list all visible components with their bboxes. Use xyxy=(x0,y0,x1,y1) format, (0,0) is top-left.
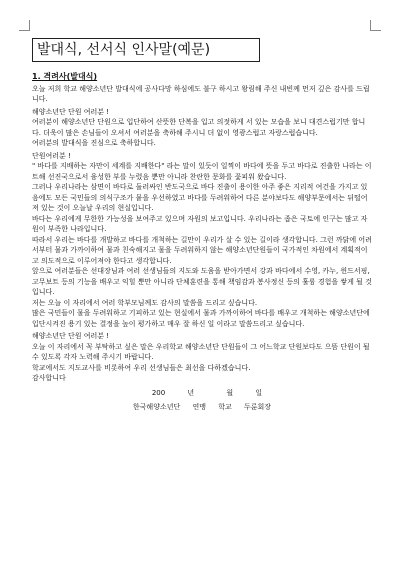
paragraph: 해양소년단 단원 여러분 ! xyxy=(32,107,110,116)
paragraph: 오늘 이 자리에서 꼭 부탁하고 싶은 말은 우리학교 해양소년단 단원들이 그 어느학교 단원보다도 으뜸 단원이 될 수 있도록 각자 노력해 주시기 바랍니다. xyxy=(32,342,370,361)
document-body xyxy=(32,72,372,413)
closing-line: 감사합니다 xyxy=(32,374,66,382)
signature-school: 학교 xyxy=(218,403,232,411)
paragraph: 저는 오늘 이 자리에서 여러 학부모님께도 감사의 말씀을 드리고 싶습니다. xyxy=(32,298,258,307)
paragraph: 여러분의 발대식을 진심으로 축하합니다. xyxy=(32,139,156,147)
paragraph: 학교에서도 지도교사를 비롯하여 우리 선생님들은 최선을 다하겠습니다. xyxy=(32,363,251,372)
signature-line xyxy=(32,402,372,413)
paragraph: 오늘 저희 학교 해양소년단 발대식에 공사다망 하심에도 불구 하시고 왕림해 주신 내빈께 먼저 깊은 감사를 드립니다. xyxy=(32,84,370,103)
paragraph: 많은 국민들이 물을 두려워하고 기피하고 있는 현실에서 물과 가까이하여 바다를 배우고 개척하는 해양소년단에 입단시켜진 용기 있는 결정을 높이 평가하고 매우 잘 하신 일 이라고 말씀드리고 싶습니다. xyxy=(32,309,370,328)
paragraph: 해양소년단 단원 여러분 ! xyxy=(32,332,110,340)
section-heading: 1. 격려사(발대식) xyxy=(32,72,98,81)
document-title: 발대식, 선서식 인사말(예문) xyxy=(32,38,260,62)
date-month-unit: 월 xyxy=(226,388,234,397)
date-day-unit: 일 xyxy=(255,388,263,397)
date-line xyxy=(32,388,372,399)
signature-org: 한국해양소년단 xyxy=(132,403,181,411)
paragraph: " 바다를 지배하는 자만이 세계를 지배한다" 라는 말이 있듯이 일찍이 바다에 뜻을 두고 바다로 진출한 나라는 이트해 선진국으로서 융성한 부를 누렸음 뿐만 아니라 찬란한 문화를 꽃피워 왔습니다. xyxy=(32,162,372,181)
crop-mark-top-left xyxy=(19,20,30,31)
paragraph: 여러분이 해양소년단 단원으로 입단하여 산뜻한 단복을 입고 의젓하게 서 있는 모습을 보니 대견스럽기만 합니다. 더욱이 많은 손님들이 오셔서 여러분을 축하해 주시니 더 없이 영광스럽고 자랑스럽습니다. xyxy=(32,118,366,137)
paragraph: 앞으로 여러분들은 선대장님과 여러 선생님들의 지도와 도움을 받아가면서 강과 바다에서 수영, 카누, 윈드서핑, 고무보트 등의 기능을 배우고 익힐 뿐만 아니라 단체훈련을 통해 책임감과 봉사정신 등의 훌륭 경험을 쌓게 될 것입니다. xyxy=(32,267,372,296)
signature-title: 두룬회장 xyxy=(244,403,272,411)
crop-mark-top-right xyxy=(370,20,381,31)
paragraph: 따라서 우리는 바다를 개발하고 바다를 개척하는 길만이 우리가 살 수 있는 길이라 생각합니다. 그런 까닭에 어려서부터 물과 가까이하여 물과 친숙해지고 물을 두려워하지 않는 해양소년단원들이 국가적인 차원에서 계획적이고 의도적으로 이루어져야 한다고 생각합니다. xyxy=(32,235,372,265)
paragraph: 바다는 우리에게 무한한 가능성을 보여주고 있으며 자원의 보고입니다. 우리나라는 좁은 국토에 인구는 많고 자원이 부족한 나라입니다. xyxy=(32,214,368,233)
date-year: 200 년 xyxy=(151,388,195,397)
paragraph: 단원여러분 ! xyxy=(32,151,71,160)
signature-unit: 연맹 xyxy=(192,403,207,411)
paragraph: 그러나 우리나라는 삼면이 바다로 둘러싸인 반도국으로 바다 진출이 용이한 아주 좋은 지리적 여건을 가지고 있음에도 모든 국민들의 의식구조가 뭍을 우선하였고 바다를 두려워하여 다른 분야보다도 해양부문에서는 뒤떨어져 있는 것이 오늘날 우리의 현실입니다. xyxy=(32,183,368,212)
